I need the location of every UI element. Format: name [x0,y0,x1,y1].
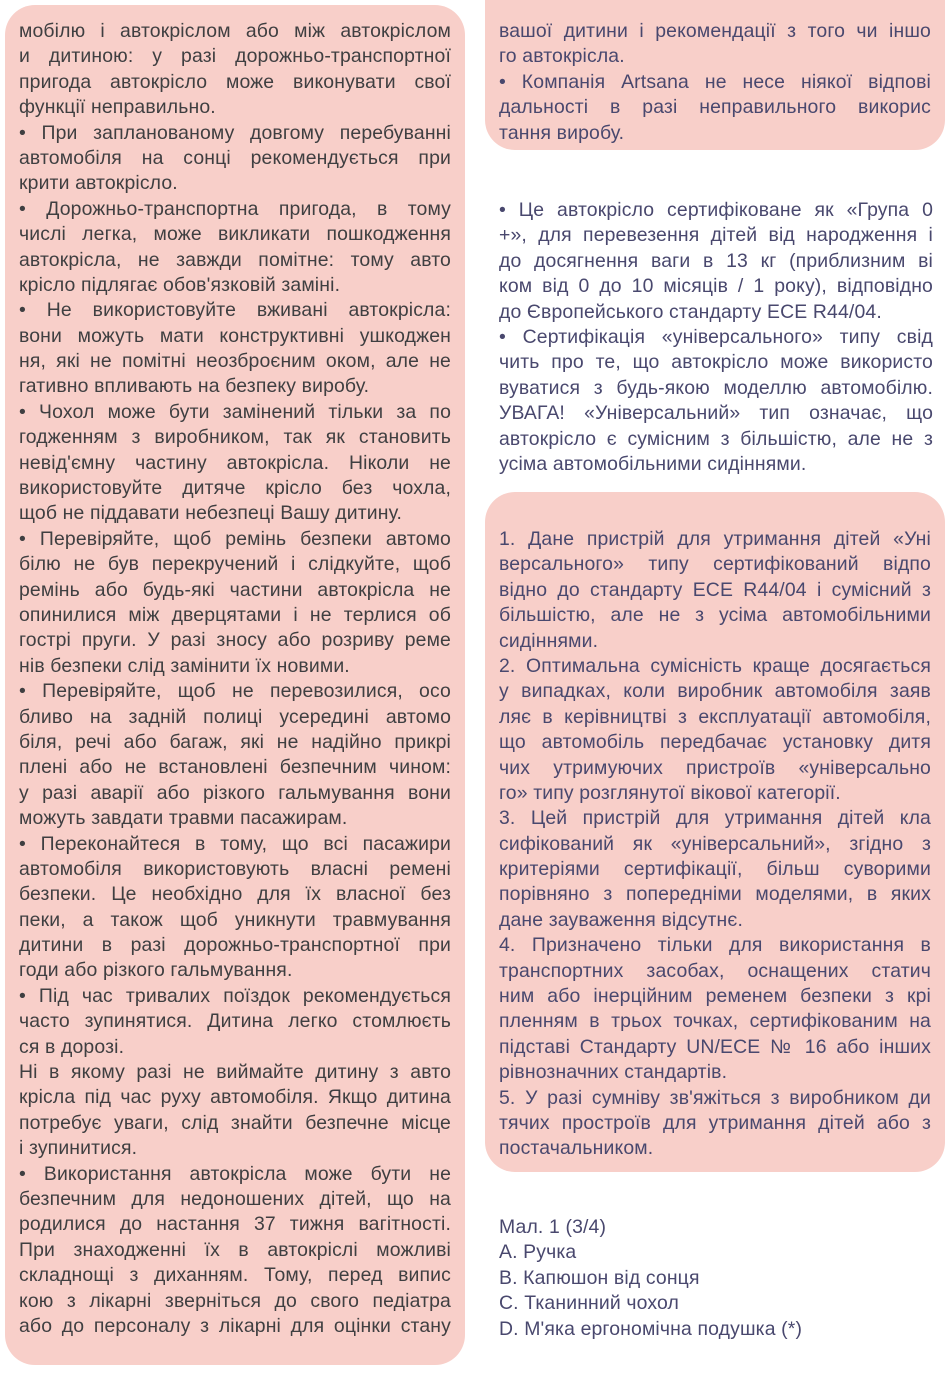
text-line: або до персоналу з лікарні для оцінки стану [19,1314,451,1337]
text-line: нів безпеки слід замінити їх новими. [19,654,350,677]
text-line: версального» типу сертифікований відпо [499,553,931,576]
text-line: +», для перевезення дітей від народження і [499,224,933,247]
text-line: чить про те, що автокрісло може використо [499,351,933,374]
text-line: бливо на задній полиці усередині автомо [19,705,451,728]
text-line: C. Тканинний чохол [499,1292,679,1315]
text-line: тячих простроїв для утримання дітей або з [499,1111,931,1134]
text-line: плені або не встановлені безпечним чином: [19,756,451,779]
text-line: ним або інерційним ременем безпеки з крі [499,985,931,1008]
text-line: постачальником. [499,1137,654,1160]
text-line: складнощі з диханням. Тому, перед випис [19,1264,451,1287]
text-line: • Під час тривалих поїздок рекомендується [19,984,451,1007]
text-line: дане зауваження відсутнє. [499,908,743,931]
figure-legend-block [499,1215,933,1342]
text-line: ня, які не помітні неозброєним оком, але не [19,350,451,373]
text-line: • Не використовуйте вживані автокрісла: [19,299,451,322]
text-line: безпечним для недоношених дітей, що на [19,1187,451,1210]
text-line: • Переконайтеся в тому, що всі пасажири [19,832,451,855]
text-line: • Дорожньо-транспортна пригода, в тому [19,197,451,220]
text-line: автомобіля на сонці рекомендується при [19,146,451,169]
text-line: 2. Оптимальна сумісність краще досягається [499,654,931,677]
text-line: вони можуть мати конструктивні ушкоджен [19,324,451,347]
text-line: білю не був перекручений і слідкуйте, щоб [19,553,451,576]
text-line: • При запланованому довгому перебуванні [19,121,451,144]
text-line: • Чохол може бути замінений тільки за по [19,400,451,423]
text-line: часто зупинятися. Дитина легко стомлюєть [19,1010,451,1033]
text-line: Мал. 1 (3/4) [499,1216,607,1238]
text-line: опинилися між дверцятами і не терлися об [19,603,451,626]
text-line: крити автокрісло. [19,172,178,195]
text-line: крісла під час руху автомобіля. Якщо дитина [19,1086,451,1109]
text-line: автокрісло є сумісним з більшістю, але не з [499,427,933,450]
text-line: го» типу розглянутої вікової категорії. [499,781,841,804]
text-line: вашої дитини і рекомендації з того чи іншо [499,20,931,42]
text-line: • Перевіряйте, щоб не перевозилися, осо [19,680,451,703]
text-line: • Використання автокрісла може бути не [19,1162,451,1185]
text-line: потребує уваги, слід знайти безпечне місце [19,1111,451,1134]
text-line: крісло підлягає обов'язковій заміні. [19,273,341,296]
text-line: числі легка, може викликати пошкодження [19,223,451,246]
text-line: використовуйте дитяче крісло без чохла, [19,477,451,500]
text-line: кою з лікарні зверніться до свого педіатра [19,1289,451,1312]
text-line: вуватися з будь-якою моделлю автомобілю. [499,376,933,399]
text-line: 3. Цей пристрій для утримання дітей кла [499,807,931,830]
text-line: пленням в трьох точках, сертифікованим на [499,1010,931,1033]
text-line: усіма автомобільними сидіннями. [499,452,807,475]
text-line: щоб не піддавати небезпеці Вашу дитину. [19,502,403,525]
text-line: 5. У разі сумніву зв'яжіться з виробником ди [499,1086,931,1109]
text-line: Ні в якому разі не виймайте дитину з авто [19,1061,451,1084]
text-line: і зупинитися. [19,1137,138,1160]
text-line: функції неправильно. [19,96,216,119]
text-line: ляє в керівництві з експлуатації автомобіля, [499,705,931,728]
right-top-text-block [499,19,931,146]
text-line: • Це автокрісло сертифіковане як «Група 0 [499,199,933,221]
text-line: го автокрісла. [499,45,625,68]
text-line: При знаходженні їх в автокріслі можливі [19,1238,451,1261]
text-line: • Компанія Artsana не несе ніякої відпові [499,70,931,93]
text-line: відно до стандарту ECE R44/04 і сумісний з [499,578,931,601]
text-line: годи або різкого гальмування. [19,959,293,982]
text-line: пеки, а також щоб уникнути травмування [19,908,451,931]
text-line: у випадках, коли виробник автомобіля заяв [499,680,931,703]
notice-text-block [499,527,931,1162]
text-line: УВАГА! «Універсальний» тип означає, що [499,402,933,425]
text-line: тання виробу. [499,121,625,144]
text-line: чих утримуючих пристроїв «універсально [499,756,931,779]
notice-box-right [485,492,945,1172]
text-line: родилися до настання 37 тижня вагітності. [19,1213,451,1236]
text-line: більшістю, але не з усіма автомобільними [499,604,931,627]
text-line: • Сертифікація «універсального» типу свід [499,325,933,348]
text-line: годженням з виробником, так як становить [19,426,451,449]
text-line: A. Ручка [499,1241,577,1264]
text-line: сифікований як «універсальний», згідно з [499,832,931,855]
text-line: у разі аварії або різкого гальмування вони [19,781,451,804]
text-line: мобілю і автокріслом або між автокріслом [19,20,451,42]
text-line: • Перевіряйте, щоб ремінь безпеки автомо [19,527,451,550]
text-line: порівняно з попередніми моделями, в яких [499,883,931,906]
warnings-box-right-top [485,0,945,150]
text-line: що автомобіль передбачає установку дитя [499,731,931,754]
figure-legend [499,1215,933,1342]
certification-text-block [499,198,933,477]
certification-text [499,198,933,477]
text-line: B. Капюшон від сонця [499,1266,700,1289]
text-line: ремінь або будь-які частини автокрісла не [19,578,451,601]
left-text-block [19,19,451,1339]
text-line: и дитиною: у разі дорожньо-транспортної [19,45,451,68]
text-line: критеріями сертифікації, більш суворими [499,858,931,881]
warnings-box-left [5,5,465,1365]
text-line: підставі Стандарту UN/ECE № 16 або інших [499,1035,931,1058]
text-line: можуть завдати травми пасажирам. [19,807,348,830]
text-line: сидіннями. [499,629,599,652]
text-line: біля, речі або багаж, які не надійно прикрі [19,730,451,753]
text-line: ся в дорозі. [19,1035,125,1058]
text-line: безпеки. Це необхідно для їх власної без [19,883,451,906]
text-line: транспортних засобах, оснащених статич [499,959,931,982]
text-line: пригода автокрісло може виконувати свої [19,70,451,93]
text-line: D. М'яка ергономічна подушка (*) [499,1317,803,1340]
text-line: ком від 0 до 10 місяців / 1 року), відповідно [499,275,933,298]
text-line: автомобіля використовують власні ремені [19,857,451,880]
text-line: гативно впливають на безпеку виробу. [19,375,370,398]
text-line: до досягнення ваги в 13 кг (приблизним ві [499,249,933,272]
text-line: дальності в разі неправильного викорис [499,96,931,119]
text-line: рівнозначних стандартів. [499,1061,728,1084]
text-line: дитини в разі дорожньо-транспортної при [19,934,451,957]
text-line: гострі пруги. У разі зносу або розриву реме [19,629,451,652]
text-line: невід'ємну частину автокрісла. Ніколи не [19,451,451,474]
text-line: автокрісла, не завжди помітне: тому авто [19,248,451,271]
text-line: 1. Дане пристрій для утримання дітей «Уні [499,528,931,550]
text-line: 4. Призначено тільки для використання в [499,934,931,957]
text-line: до Європейського стандарту ECE R44/04. [499,300,882,323]
